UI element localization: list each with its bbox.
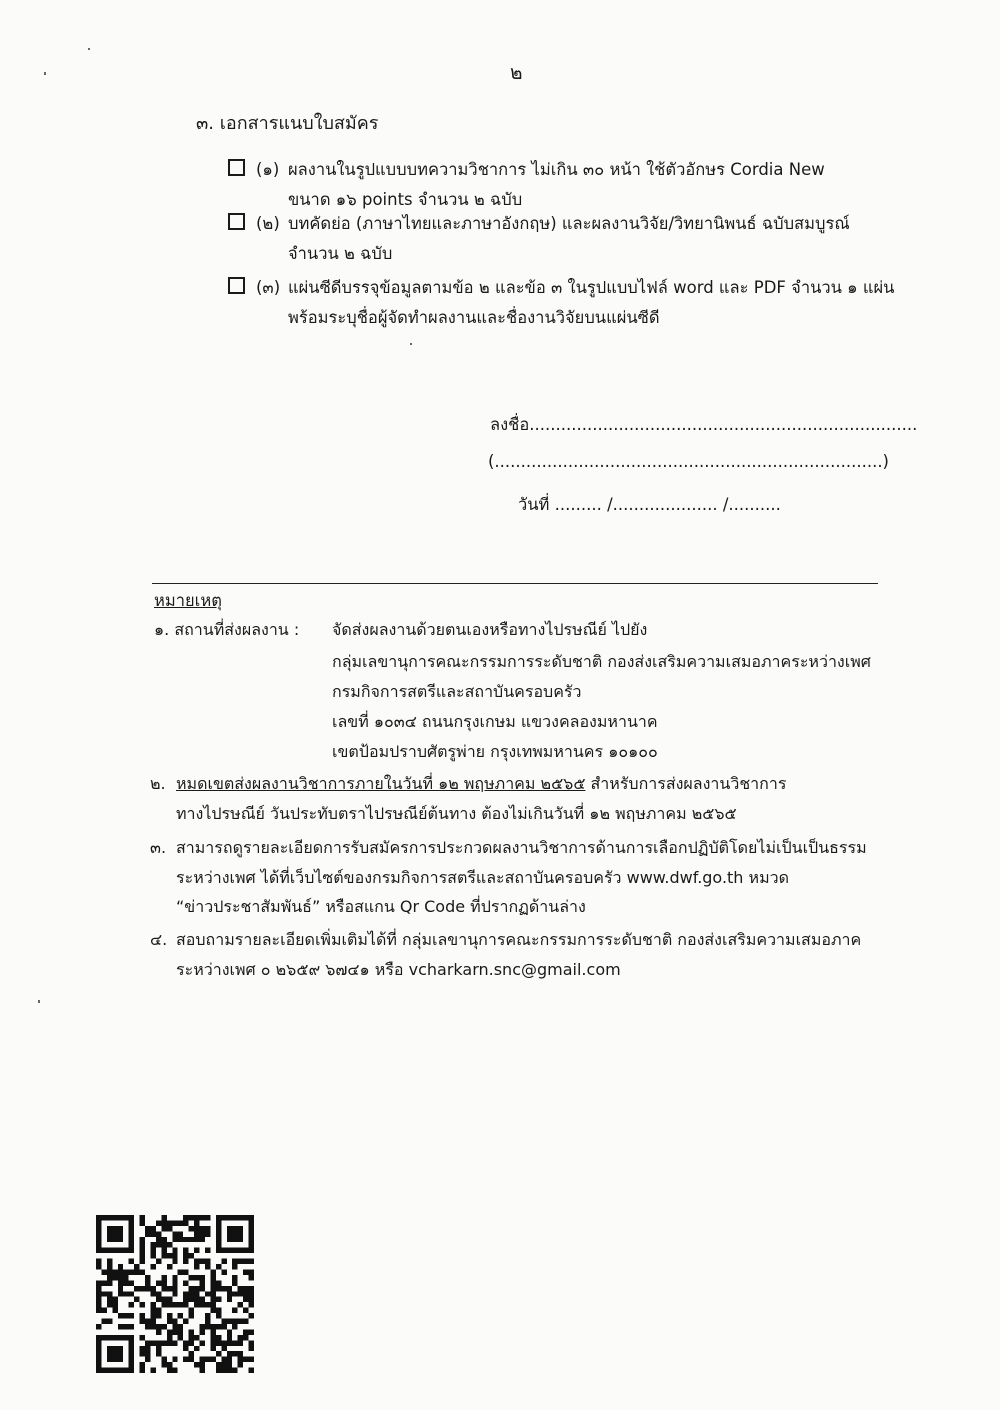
note-3-line: “ข่าวประชาสัมพันธ์” หรือสแกน Qr Code ที่ปรากฏด้านล่าง: [176, 897, 586, 916]
divider: [152, 583, 878, 584]
checkbox-item-1[interactable]: [228, 159, 245, 176]
note-3-line: สามารถดูรายละเอียดการรับสมัครการประกวดผลงานวิชาการด้านการเลือกปฏิบัติโดยไม่เป็นเป็นธรรม: [176, 838, 867, 857]
item-number: (๑): [256, 160, 280, 179]
note-1-line: กลุ่มเลขานุการคณะกรรมการระดับชาติ กองส่งเสริมความเสมอภาคระหว่างเพศ: [332, 652, 871, 671]
attachment-item-3: [228, 273, 908, 333]
scan-speck: [38, 1000, 40, 1003]
note-4-number: ๔.: [150, 930, 168, 949]
section-title: ๓. เอกสารแนบใบสมัคร: [196, 113, 379, 134]
note-1-line: เขตป้อมปราบศัตรูพ่าย กรุงเทพมหานคร ๑๐๑๐๐: [332, 742, 658, 761]
note-2-line: ทางไปรษณีย์ วันประทับตราไปรษณีย์ต้นทาง ต้องไม่เกินวันที่ ๑๒ พฤษภาคม ๒๕๖๕: [176, 804, 737, 823]
item-text: พร้อมระบุชื่อผู้จัดทำผลงานและชื่องานวิจัยบนแผ่นซีดี: [288, 308, 660, 327]
attachment-item-1: [228, 155, 908, 215]
note-2-number: ๒.: [150, 774, 166, 793]
deadline-text: หมดเขตส่งผลงานวิชาการภายในวันที่ ๑๒ พฤษภาคม ๒๕๖๕: [176, 774, 586, 793]
note-2-rest: สำหรับการส่งผลงานวิชาการ: [585, 774, 787, 793]
note-1-line: เลขที่ ๑๐๓๔ ถนนกรุงเกษม แขวงคลองมหานาค: [332, 712, 658, 731]
item-number: (๓): [256, 278, 281, 297]
note-4-line: ระหว่างเพศ ๐ ๒๖๕๙ ๖๗๔๑ หรือ vcharkarn.snc@gmail.com: [176, 960, 621, 979]
note-1-label: ๑. สถานที่ส่งผลงาน :: [154, 620, 300, 639]
note-3-number: ๓.: [150, 838, 167, 857]
note-4-line: สอบถามรายละเอียดเพิ่มเติมได้ที่ กลุ่มเลขานุการคณะกรรมการระดับชาติ กองส่งเสริมความเสมอภาค: [176, 930, 862, 949]
date-line: วันที่ ......... /.................... /..........: [518, 495, 781, 514]
item-text: จำนวน ๒ ฉบับ: [288, 244, 393, 263]
notes-heading: หมายเหตุ: [154, 591, 222, 610]
scan-speck: [44, 72, 46, 75]
note-2-text: [176, 770, 786, 798]
signature-line: ลงชื่อ..........................................................................: [490, 415, 918, 434]
item-number: (๒): [256, 214, 280, 233]
attachment-item-2: [228, 209, 908, 269]
qr-code-icon[interactable]: [96, 1214, 254, 1374]
item-text: ขนาด ๑๖ points จำนวน ๒ ฉบับ: [288, 190, 523, 209]
item-text: บทคัดย่อ (ภาษาไทยและภาษาอังกฤษ) และผลงานวิจัย/วิทยานิพนธ์ ฉบับสมบูรณ์: [288, 214, 850, 233]
checkbox-item-2[interactable]: [228, 213, 245, 230]
page-number: ๒: [510, 62, 523, 84]
printed-name-line: (..........................................................................): [488, 452, 889, 471]
checkbox-item-3[interactable]: [228, 277, 245, 294]
item-text: ผลงานในรูปแบบบทความวิชาการ ไม่เกิน ๓๐ หน้า ใช้ตัวอักษร Cordia New: [288, 160, 825, 179]
scan-speck: [88, 48, 90, 50]
scan-speck: [410, 343, 412, 345]
note-3-line: ระหว่างเพศ ได้ที่เว็บไซต์ของกรมกิจการสตรีและสถาบันครอบครัว www.dwf.go.th หมวด: [176, 868, 789, 887]
note-1-line: กรมกิจการสตรีและสถาบันครอบครัว: [332, 682, 582, 701]
item-text: แผ่นซีดีบรรจุข้อมูลตามข้อ ๒ และข้อ ๓ ในรูปแบบไฟล์ word และ PDF จำนวน ๑ แผ่น: [288, 278, 895, 297]
note-1-line: จัดส่งผลงานด้วยตนเองหรือทางไปรษณีย์ ไปยัง: [332, 620, 648, 639]
